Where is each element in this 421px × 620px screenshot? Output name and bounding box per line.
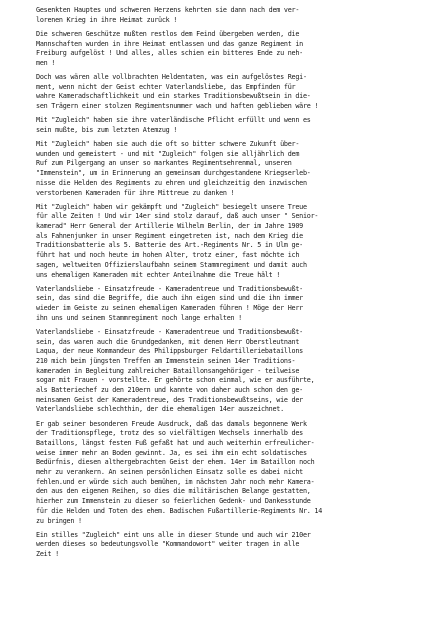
paragraph-8: Vaterlandsliebe - Einsatzfreude - Kameradentreue und Traditionsbewußt- sein, das waren auch die Grundgedanken, mit denen Herr Oberstleutnant Laqua, der neue Kommandeur des Philippsburger Feldartilleriebataillons 210 mich beim jüngsten Treffen am Immenstein seinen 14er Traditions- kameraden in Begleitung zahlreicher Bataillonsangehöriger - teilweise sogar mit Frauen - vorstellte. Er gehörte schon einmal, wie er ausführte, als Batteriechef zu den 210ern und kannte von daher auch schon den ge- meinsamen Geist der Kameradentreue, des Traditionsbewußtseins, wie der Vaterlandsliebe schlechthin, der die ehemaligen 14er auszeichnet. bbox=[36, 327, 315, 414]
paragraph-4: Mit "Zugleich" haben sie ihre vaterländische Pflicht erfüllt und wenn es sein mußte, bis zum letzten Atemzug ! bbox=[36, 116, 311, 134]
paragraph-2: Die schweren Geschütze mußten restlos dem Feind übergeben werden, die Mannschaften wurden in ihre Heimat entlassen und das ganze Regiment in Freiburg aufgelöst ! Und alles, alles schien ein bitteres Ende zu neh- men ! bbox=[36, 29, 303, 67]
paragraph-1: Gesenkten Hauptes und schweren Herzens kehrten sie dann nach dem ver- lorenen Krieg in ihre Heimat zurück ! bbox=[36, 6, 300, 24]
paragraph-7: Vaterlandsliebe - Einsatzfreude - Kameradentreue und Traditionsbewußt- sein, das sind die Begriffe, die auch ihn eigen sind und die ihn immer wieder im Geiste zu seinen ehemaligen Kameraden führen ! Möge der Herr ihn uns und seinem Stammregiment noch lange erhalten ! bbox=[36, 284, 303, 322]
paragraph-10: Ein stilles "Zugleich" eint uns alle in dieser Stunde und auch wir 210er werden dieses so bedeutungsvolle "Kommandowort" weiter tragen in alle Zeit ! bbox=[36, 530, 311, 559]
paragraph-6: Mit "Zugleich" haben wir gekämpft und "Zugleich" besiegelt unsere Treue für alle Zeiten ! Und wir 14er sind stolz darauf, daß auch unser " Senior- kamerad" Herr General der Artillerie Wilhelm Berlin, der im Jahre 1909 als Fahnenjunker in unser Regiment eingetreten ist, nach dem Krieg die Traditionsbatterie als 5. Batterie des Art.-Regiments Nr. 5 in Ulm ge- führt hat und noch heute im hohen Alter, trotz einer, fast möchte ich sagen, weltweiten Offizierslaufbahn seinem Stammregiment und damit auch uns ehemaligen Kameraden mit echter Anteilnahme die Treue hält ! bbox=[36, 202, 319, 279]
paragraph-3: Doch was wären alle vollbrachten Heldentaten, was ein aufgelöstes Regi- ment, wenn nicht der Geist echter Vaterlandsliebe, das Empfinden für wahre Kameradschaftlichkeit und ein starkes Traditionsbewußtsein in die- sen Trägern einer stolzen Regimentsnummer wach und haften geblieben wäre ! bbox=[36, 73, 319, 111]
paragraph-9: Er gab seiner besonderen Freude Ausdruck, daß das damals begonnene Werk der Traditionspflege, trotz des so vielfältigen Wechsels innerhalb des Bataillons, längst festen Fuß gefaßt hat und auch weiterhin erfreulicher- weise immer mehr an Boden gewinnt. Ja, es sei ihm ein echt soldatisches Bedürfnis, diesen althergebrachten Geist der ehem. 14er im Bataillon noch mehr zu verankern. An seinen persönlichen Einsatz solle es dabei nicht fehlen.und er würde sich auch bemühen, im nächsten Jahr noch mehr Kamera- den aus den eigenen Reihen, so dies die militärischen Belange gestatten, hierher zum Immenstein zu dieser so feierlichen Gedenk- und Dankesstunde für die Helden und Toten des ehem. Badischen Fußartillerie-Regiments Nr. 14 zu bringen ! bbox=[36, 419, 323, 525]
paragraph-5: Mit "Zugleich" haben sie auch die oft so bitter schwere Zukunft über- wunden und gemeistert - und mit "Zugleich" folgen sie alljährlich dem Ruf zum Pilgergang an unser so markantes Regimentsehrenmal, unseren "Immenstein", um in Erinnerung an gemeinsam durchgestandene Kriegserleb- nisse die Helden des Regiments zu ehren und gleichzeitig den inzwischen verstorbenen Kameraden für ihre Mittreue zu danken ! bbox=[36, 140, 311, 197]
